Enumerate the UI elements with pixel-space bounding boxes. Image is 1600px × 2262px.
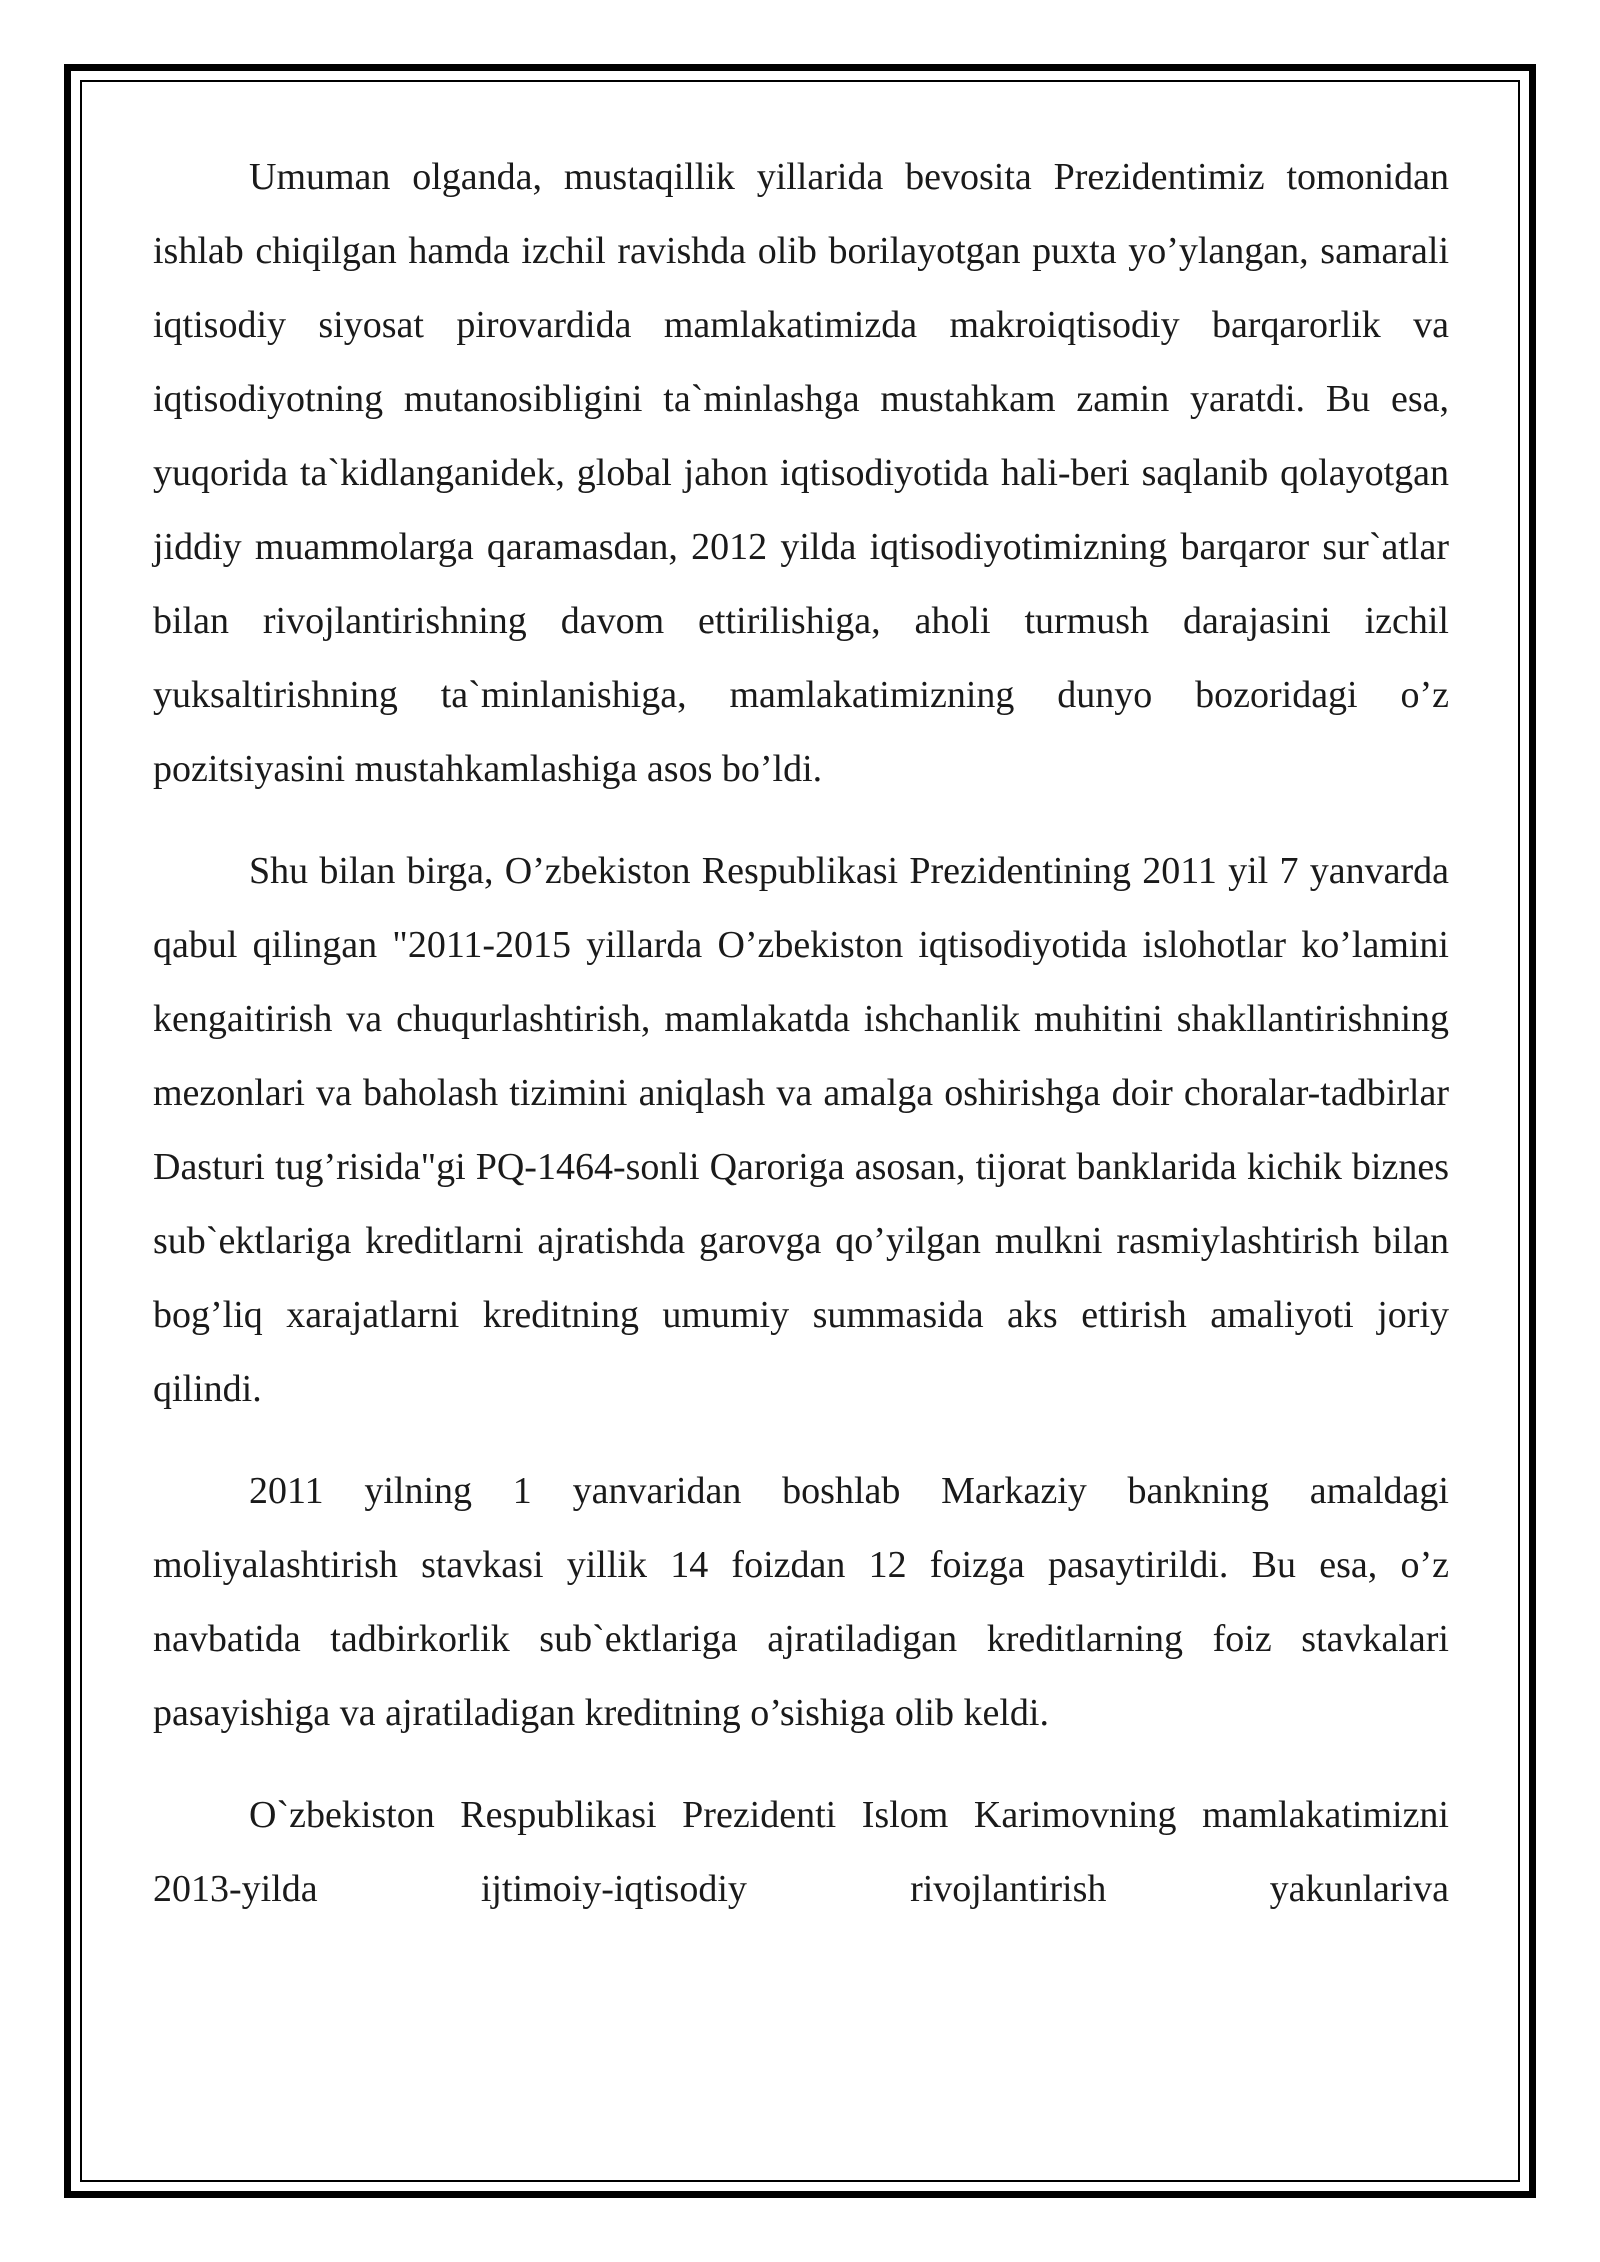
document-body	[153, 140, 1449, 1926]
paragraph-2: Shu bilan birga, O’zbekiston Respublikasi Prezidentining 2011 yil 7 yanvarda qabul qilingan "2011-2015 yillarda O’zbekiston iqtisodiyotida islohotlar ko’lamini kengaitirish va chuqurlashtirish, mamlakatda ishchanlik muhitini shakllantirishning mezonlari va baholash tizimini aniqlash va amalga oshirishga doir choralar-tadbirlar Dasturi tug’risida"gi PQ-1464-sonli Qaroriga asosan, tijorat banklarida kichik biznes sub`ektlariga kreditlarni ajratishda garovga qo’yilgan mulkni rasmiylashtirish bilan bog’liq xarajatlarni kreditning umumiy summasida aks ettirish amaliyoti joriy qilindi.	[153, 850, 1449, 1410]
paragraph-3: 2011 yilning 1 yanvaridan boshlab Markaziy bankning amaldagi moliyalashtirish stavkasi yillik 14 foizdan 12 foizga pasaytirildi. Bu esa, o’z navbatida tadbirkorlik sub`ektlariga ajratiladigan kreditlarning foiz stavkalari pasayishiga va ajratiladigan kreditning o’sishiga olib keldi.	[153, 1470, 1449, 1734]
paragraph-1: Umuman olganda, mustaqillik yillarida bevosita Prezidentimiz tomonidan ishlab chiqilgan hamda izchil ravishda olib borilayotgan puxta yo’ylangan, samarali iqtisodiy siyosat pirovardida mamlakatimizda makroiqtisodiy barqarorlik va iqtisodiyotning mutanosibligini ta`minlashga mustahkam zamin yaratdi. Bu esa, yuqorida ta`kidlanganidek, global jahon iqtisodiyotida hali-beri saqlanib qolayotgan jiddiy muammolarga qaramasdan, 2012 yilda iqtisodiyotimizning barqaror sur`atlar bilan rivojlantirishning davom ettirilishiga, aholi turmush darajasini izchil yuksaltirishning ta`minlanishiga, mamlakatimizning dunyo bozoridagi o’z pozitsiyasini mustahkamlashiga asos bo’ldi.	[153, 156, 1449, 790]
paragraph-4: O`zbekiston Respublikasi Prezidenti Islom Karimovning mamlakatimizni 2013-yilda ijtimoiy-iqtisodiy rivojlantirish yakunlariva	[153, 1794, 1449, 1910]
